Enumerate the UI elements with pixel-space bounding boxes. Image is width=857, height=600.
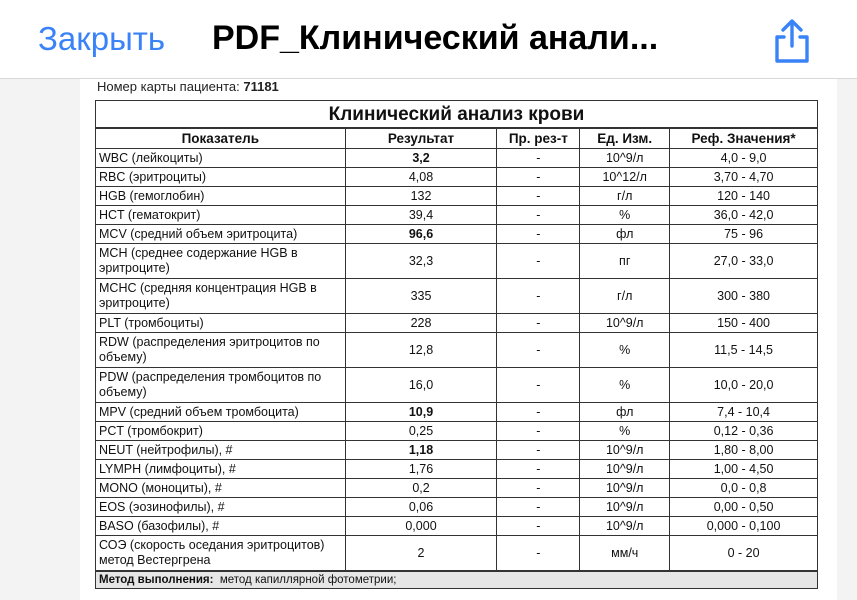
result-value: 4,08 bbox=[345, 168, 497, 187]
reference-range: 4,0 - 9,0 bbox=[670, 149, 818, 168]
previous-result: - bbox=[497, 422, 580, 441]
top-navigation-bar bbox=[0, 0, 857, 79]
method-value: метод капиллярной фотометрии; bbox=[219, 573, 397, 586]
table-row bbox=[96, 368, 818, 403]
result-value: 228 bbox=[345, 314, 497, 333]
method-label: Метод выполнения: bbox=[99, 573, 214, 586]
indicator-name: MPV (средний объем тромбоцита) bbox=[96, 403, 346, 422]
table-row bbox=[96, 168, 818, 187]
reference-range: 0,000 - 0,100 bbox=[670, 517, 818, 536]
table-title: Клинический анализ крови bbox=[96, 101, 818, 129]
result-value: 132 bbox=[345, 187, 497, 206]
table-row bbox=[96, 403, 818, 422]
result-value: 0,000 bbox=[345, 517, 497, 536]
unit: % bbox=[580, 333, 670, 368]
indicator-name: PDW (распределения тромбоцитов по объему) bbox=[96, 368, 346, 403]
table-row bbox=[96, 441, 818, 460]
reference-range: 36,0 - 42,0 bbox=[670, 206, 818, 225]
indicator-name: PLT (тромбоциты) bbox=[96, 314, 346, 333]
table-row bbox=[96, 536, 818, 572]
reference-range: 11,5 - 14,5 bbox=[670, 333, 818, 368]
unit: мм/ч bbox=[580, 536, 670, 572]
blood-test-table bbox=[95, 100, 818, 589]
indicator-name: RBC (эритроциты) bbox=[96, 168, 346, 187]
unit: г/л bbox=[580, 187, 670, 206]
table-row bbox=[96, 225, 818, 244]
table-row bbox=[96, 187, 818, 206]
column-header-result: Результат bbox=[345, 128, 497, 149]
reference-range: 300 - 380 bbox=[670, 279, 818, 314]
indicator-name: СОЭ (скорость оседания эритроцитов) метод Вестергрена bbox=[96, 536, 346, 572]
reference-range: 1,80 - 8,00 bbox=[670, 441, 818, 460]
reference-range: 7,4 - 10,4 bbox=[670, 403, 818, 422]
patient-card-number bbox=[97, 79, 279, 94]
result-value: 96,6 bbox=[345, 225, 497, 244]
previous-result: - bbox=[497, 498, 580, 517]
table-row bbox=[96, 333, 818, 368]
indicator-name: MCV (средний объем эритроцита) bbox=[96, 225, 346, 244]
table-row bbox=[96, 279, 818, 314]
previous-result: - bbox=[497, 149, 580, 168]
indicator-name: EOS (эозинофилы), # bbox=[96, 498, 346, 517]
previous-result: - bbox=[497, 403, 580, 422]
result-value: 0,25 bbox=[345, 422, 497, 441]
unit: 10^9/л bbox=[580, 517, 670, 536]
method-row bbox=[96, 571, 818, 589]
table-row bbox=[96, 206, 818, 225]
unit: 10^12/л bbox=[580, 168, 670, 187]
unit: фл bbox=[580, 225, 670, 244]
unit: % bbox=[580, 368, 670, 403]
reference-range: 150 - 400 bbox=[670, 314, 818, 333]
previous-result: - bbox=[497, 206, 580, 225]
indicator-name: NEUT (нейтрофилы), # bbox=[96, 441, 346, 460]
result-value: 10,9 bbox=[345, 403, 497, 422]
previous-result: - bbox=[497, 279, 580, 314]
unit: 10^9/л bbox=[580, 314, 670, 333]
unit: фл bbox=[580, 403, 670, 422]
result-value: 3,2 bbox=[345, 149, 497, 168]
previous-result: - bbox=[497, 517, 580, 536]
reference-range: 1,00 - 4,50 bbox=[670, 460, 818, 479]
result-value: 2 bbox=[345, 536, 497, 572]
table-row bbox=[96, 460, 818, 479]
previous-result: - bbox=[497, 441, 580, 460]
table-row bbox=[96, 517, 818, 536]
table-row bbox=[96, 314, 818, 333]
indicator-name: MCH (среднее содержание HGB в эритроците) bbox=[96, 244, 346, 279]
result-value: 0,06 bbox=[345, 498, 497, 517]
reference-range: 0,12 - 0,36 bbox=[670, 422, 818, 441]
result-value: 32,3 bbox=[345, 244, 497, 279]
indicator-name: BASO (базофилы), # bbox=[96, 517, 346, 536]
previous-result: - bbox=[497, 333, 580, 368]
previous-result: - bbox=[497, 244, 580, 279]
unit: 10^9/л bbox=[580, 149, 670, 168]
indicator-name: HGB (гемоглобин) bbox=[96, 187, 346, 206]
previous-result: - bbox=[497, 225, 580, 244]
unit: г/л bbox=[580, 279, 670, 314]
reference-range: 10,0 - 20,0 bbox=[670, 368, 818, 403]
result-value: 0,2 bbox=[345, 479, 497, 498]
unit: пг bbox=[580, 244, 670, 279]
previous-result: - bbox=[497, 479, 580, 498]
indicator-name: MCHC (средняя концентрация HGB в эритроците) bbox=[96, 279, 346, 314]
unit: % bbox=[580, 206, 670, 225]
column-header-indicator: Показатель bbox=[96, 128, 346, 149]
document-title: PDF_Клинический анали... bbox=[212, 19, 659, 57]
previous-result: - bbox=[497, 460, 580, 479]
table-row bbox=[96, 244, 818, 279]
indicator-name: WBC (лейкоциты) bbox=[96, 149, 346, 168]
column-header-reference: Реф. Значения* bbox=[670, 128, 818, 149]
table-row bbox=[96, 422, 818, 441]
indicator-name: LYMPH (лимфоциты), # bbox=[96, 460, 346, 479]
table-row bbox=[96, 149, 818, 168]
table-row bbox=[96, 498, 818, 517]
unit: 10^9/л bbox=[580, 441, 670, 460]
reference-range: 0 - 20 bbox=[670, 536, 818, 572]
result-value: 335 bbox=[345, 279, 497, 314]
previous-result: - bbox=[497, 314, 580, 333]
reference-range: 120 - 140 bbox=[670, 187, 818, 206]
reference-range: 75 - 96 bbox=[670, 225, 818, 244]
previous-result: - bbox=[497, 536, 580, 572]
column-header-unit: Ед. Изм. bbox=[580, 128, 670, 149]
indicator-name: HCT (гематокрит) bbox=[96, 206, 346, 225]
reference-range: 0,00 - 0,50 bbox=[670, 498, 818, 517]
unit: 10^9/л bbox=[580, 498, 670, 517]
table-row bbox=[96, 479, 818, 498]
result-value: 12,8 bbox=[345, 333, 497, 368]
previous-result: - bbox=[497, 368, 580, 403]
result-value: 1,18 bbox=[345, 441, 497, 460]
previous-result: - bbox=[497, 187, 580, 206]
indicator-name: MONO (моноциты), # bbox=[96, 479, 346, 498]
share-icon[interactable] bbox=[768, 18, 816, 64]
indicator-name: RDW (распределения эритроцитов по объему) bbox=[96, 333, 346, 368]
close-button[interactable]: Закрыть bbox=[38, 20, 166, 57]
previous-result: - bbox=[497, 168, 580, 187]
unit: % bbox=[580, 422, 670, 441]
indicator-name: PCT (тромбокрит) bbox=[96, 422, 346, 441]
reference-range: 3,70 - 4,70 bbox=[670, 168, 818, 187]
card-number-value: 71181 bbox=[243, 79, 279, 94]
reference-range: 27,0 - 33,0 bbox=[670, 244, 818, 279]
result-value: 39,4 bbox=[345, 206, 497, 225]
result-value: 1,76 bbox=[345, 460, 497, 479]
unit: 10^9/л bbox=[580, 460, 670, 479]
unit: 10^9/л bbox=[580, 479, 670, 498]
card-number-label: Номер карты пациента: bbox=[97, 79, 240, 94]
reference-range: 0,0 - 0,8 bbox=[670, 479, 818, 498]
result-value: 16,0 bbox=[345, 368, 497, 403]
column-header-previous: Пр. рез-т bbox=[497, 128, 580, 149]
